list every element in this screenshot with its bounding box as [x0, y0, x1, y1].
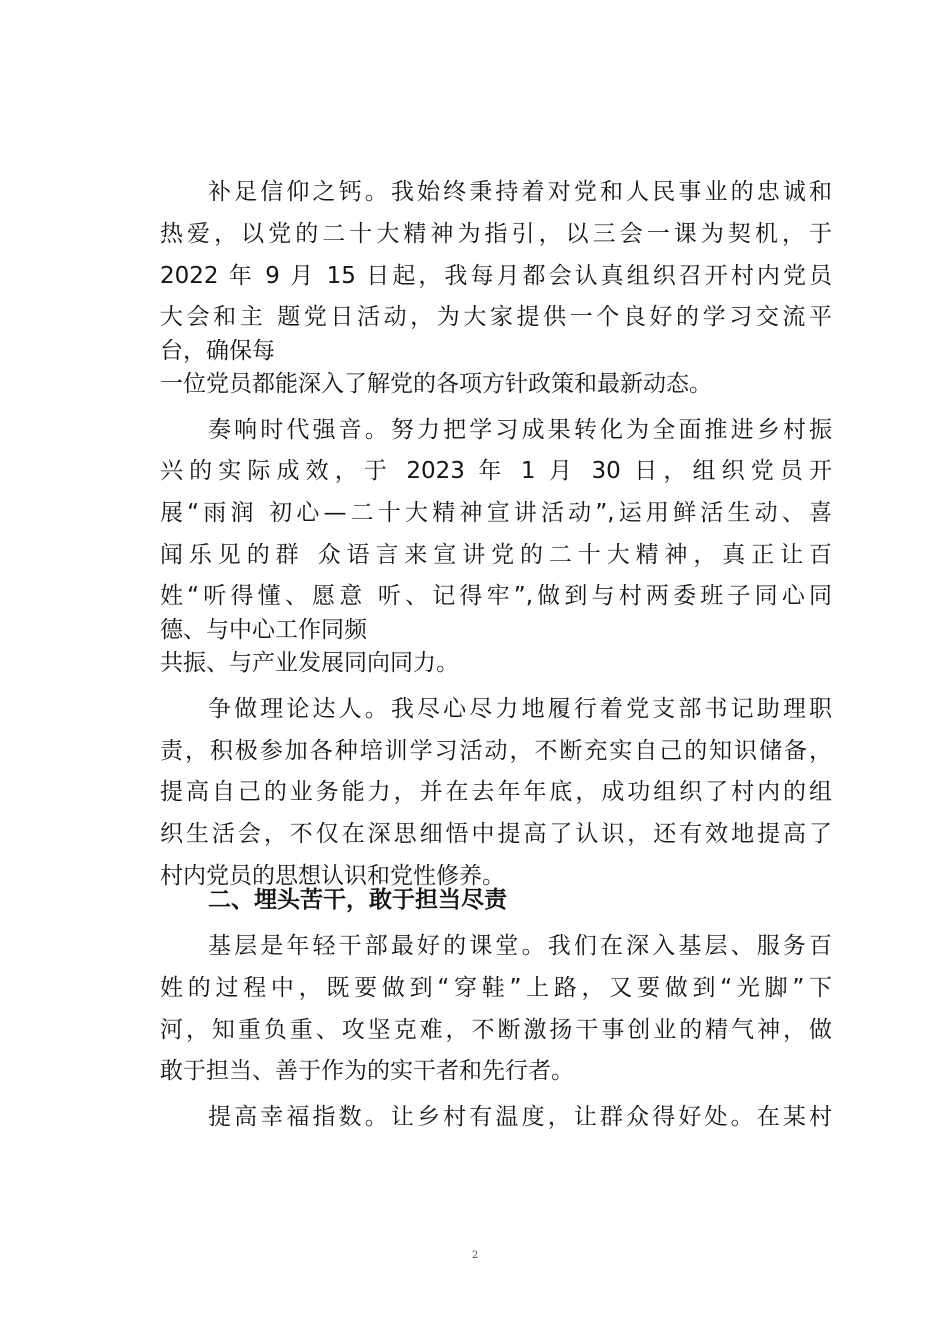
paragraph-2-line-3: 展“雨润 初心—二十大精神宣讲活动”,运用鲜活生动、喜: [160, 500, 832, 526]
paragraph-3-line-3: 提高自己的业务能力，并在去年年底，成功组织了村内的组: [160, 779, 832, 805]
paragraph-2-line-6: 德、与中心工作同频: [160, 617, 367, 643]
paragraph-1-line-5: 台，确保每: [160, 338, 275, 364]
paragraph-3-line-5: 村内党员的思想认识和党性修养。: [160, 863, 505, 889]
paragraph-5-line-1: 提高幸福指数。让乡村有温度，让群众得好处。在某村: [208, 1104, 832, 1130]
paragraph-1-line-4: 大会和主 题党日活动，为大家提供一个良好的学习交流平: [160, 304, 832, 330]
paragraph-1-line-2: 热爱，以党的二十大精神为指引，以三会一课为契机，于: [160, 221, 832, 247]
paragraph-3-line-2: 责，积极参加各种培训学习活动，不断充实自己的知识储备，: [160, 738, 832, 764]
paragraph-2-line-7: 共振、与产业发展同向同力。: [160, 650, 459, 676]
paragraph-4-line-1: 基层是年轻干部最好的课堂。我们在深入基层、服务百: [208, 933, 832, 959]
paragraph-2-line-1: 奏响时代强音。努力把学习成果转化为全面推进乡村振: [208, 417, 832, 443]
paragraph-1-line-1: 补足信仰之钙。我始终秉持着对党和人民事业的忠诚和: [208, 179, 832, 205]
paragraph-4-line-4: 敢于担当、善于作为的实干者和先行者。: [160, 1058, 574, 1084]
paragraph-3-line-1: 争做理论达人。我尽心尽力地履行着党支部书记助理职: [208, 696, 832, 722]
paragraph-2-line-4: 闻乐见的群 众语言来宣讲党的二十大精神，真正让百: [160, 542, 832, 568]
paragraph-3-line-4: 织生活会，不仅在深思细悟中提高了认识，还有效地提高了: [160, 821, 832, 847]
paragraph-1-line-3: 2022 年 9 月 15 日起，我每月都会认真组织召开村内党员: [160, 263, 832, 289]
paragraph-4-line-2: 姓的过程中，既要做到“穿鞋”上路，又要做到“光脚”下: [160, 975, 832, 1001]
paragraph-2-line-5: 姓“听得懂、愿意 听、记得牢”,做到与村两委班子同心同: [160, 583, 832, 609]
page-number: 2: [471, 1250, 479, 1261]
section-heading: 二、埋头苦干，敢于担当尽责: [208, 887, 507, 913]
paragraph-4-line-3: 河，知重负重、攻坚克难，不断激扬干事创业的精气神，做: [160, 1017, 832, 1043]
paragraph-2-line-2: 兴的实际成效，于 2023 年 1 月 30 日，组织党员开: [160, 458, 832, 484]
paragraph-1-line-6: 一位党员都能深入了解党的各项方针政策和最新动态。: [160, 371, 712, 397]
